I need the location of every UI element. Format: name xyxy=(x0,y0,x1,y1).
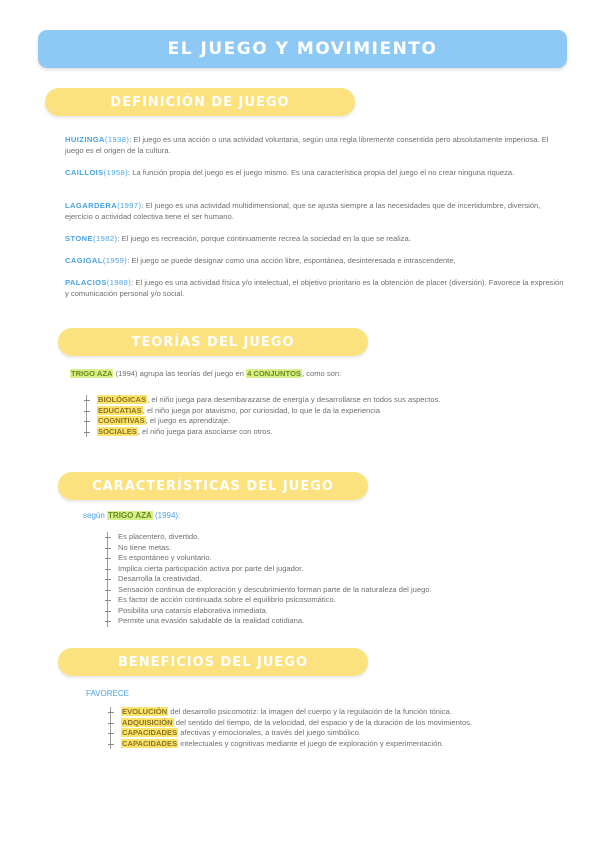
list-item xyxy=(97,406,441,417)
list-item xyxy=(97,427,441,438)
author-name: LAGARDERA xyxy=(65,201,118,210)
list-item xyxy=(121,739,472,750)
list-item xyxy=(121,707,472,718)
author-year: (1982) xyxy=(93,234,118,243)
conjuntos-highlight: 4 CONJUNTOS xyxy=(247,369,301,378)
list-item xyxy=(121,718,472,729)
title-banner xyxy=(38,30,567,68)
page-title: EL JUEGO Y MOVIMIENTO xyxy=(167,39,438,59)
author-year: (1997) xyxy=(117,201,142,210)
theory-text: , el niño juega por atavismo, por curiosidad, lo que le da la experiencia xyxy=(142,405,380,415)
benefit-text: afectivas y emocionales, a través del juego simbólico. xyxy=(178,728,361,737)
definition-entry xyxy=(65,278,565,299)
list-item: Es placentero, divertido. xyxy=(118,532,432,543)
theory-label: COGNITIVAS xyxy=(98,416,145,425)
definition-text: : La función propia del juego es el juego mismo. Es una característica propia del juego el no crear ninguna riqueza. xyxy=(128,168,515,177)
list-item: Posibilita una catarsis elaborativa inmediata. xyxy=(118,606,432,617)
caracteristicas-intro xyxy=(83,511,180,520)
benefit-text: del sentido del tiempo, de la velocidad, del espacio y de la duración de los movimientos. xyxy=(173,717,473,727)
definition-entry xyxy=(65,234,565,245)
author-highlight: TRIGO AZA xyxy=(108,511,152,520)
section-header-teorias xyxy=(58,328,368,356)
author-name: STONE xyxy=(65,234,94,243)
list-item xyxy=(121,728,472,739)
theory-text: , el niño juega para desembarazarse de energía y desarrollarse en todos sus aspectos. xyxy=(147,395,441,404)
author-highlight: TRIGO AZA xyxy=(71,369,113,378)
list-item: Es factor de acción continuada sobre el equilibrio psicosomático. xyxy=(118,595,432,606)
section-header-beneficios xyxy=(58,648,368,676)
section-header-caracteristicas xyxy=(58,472,368,500)
intro-end: , como son: xyxy=(301,369,342,378)
benefit-text: intelectuales y cognitivas mediante el juego de exploración y experimentación. xyxy=(178,738,444,748)
section-title: TEORÍAS DEL JUEGO xyxy=(131,334,295,350)
theory-text: , el juego es aprendizaje. xyxy=(145,416,231,425)
intro-text: (1994) agrupa las teorías del juego en xyxy=(115,369,244,378)
list-item xyxy=(97,416,441,427)
list-item: Permite una evasión saludable de la realidad cotidiana. xyxy=(118,616,432,627)
intro-text: según xyxy=(83,511,105,520)
author-name: CAGIGAL xyxy=(65,256,103,265)
definition-text: : El juego es una acción o una actividad voluntaria, según una regla libremente consentida pero absolutamente imperiosa. El juego es el origen de la cultura. xyxy=(65,135,549,155)
definition-entry xyxy=(65,256,565,267)
list-item xyxy=(97,395,441,406)
definition-entry xyxy=(65,168,565,179)
benefit-label: EVOLUCIÓN xyxy=(122,707,168,716)
definition-text: : El juego se puede designar como una acción libre, espontánea, desinteresada e intrascendente, xyxy=(127,256,456,265)
caracteristicas-list xyxy=(107,532,432,627)
author-name: CAILLOIS xyxy=(65,168,104,177)
section-title: CARACTERÍSTICAS DEL JUEGO xyxy=(92,478,334,494)
definition-text: : El juego es una actividad física y/o intelectual, el objetivo prioritario es la obtención de placer (diversión). Favorece la expresión y comunicación personal y/o social. xyxy=(65,278,564,298)
author-name: PALACIOS xyxy=(65,278,107,287)
list-item: Implica cierta participación activa por parte del jugador. xyxy=(118,564,432,575)
author-year: (1958) xyxy=(103,168,128,177)
theory-label: SOCIALES xyxy=(98,426,137,436)
list-item: Desarrolla la creatividad. xyxy=(118,574,432,585)
author-year: (1959) xyxy=(102,256,128,265)
author-year: (1938) xyxy=(104,135,130,144)
theory-text: , el niño juega para asociarse con otros. xyxy=(137,426,273,436)
list-item: Sensación continua de exploración y descubrimiento forman parte de la naturaleza del juego. xyxy=(118,584,432,594)
list-item: No tiene metas. xyxy=(118,543,432,554)
teorias-list xyxy=(86,395,441,437)
author-name: HUIZINGA xyxy=(65,135,105,144)
definition-text: : El juego es recreación, porque continuamente recrea la sociedad en la que se realiza. xyxy=(117,234,411,243)
theory-label: EDUCATIAS xyxy=(98,405,142,415)
section-header-definicion xyxy=(45,88,355,116)
theory-label: BIOLÓGICAS xyxy=(98,395,147,404)
teorias-intro xyxy=(70,369,570,380)
author-year: (1988) xyxy=(106,278,132,287)
definition-entry xyxy=(65,201,565,222)
definition-entry xyxy=(65,135,565,156)
beneficios-list xyxy=(110,707,472,749)
definition-text: : El juego es una actividad multidimensional, que se ajusta siempre a las necesidades que de incertidumbre, diversión, ejercicio o actividad colectiva tiene el ser humano. xyxy=(65,201,541,221)
benefit-text: del desarrollo psicomotriz: la imagen del cuerpo y la regulación de la función tónica. xyxy=(168,707,452,716)
list-item: Es espontáneo y voluntario. xyxy=(118,553,432,564)
intro-year: (1994): xyxy=(154,511,181,520)
benefit-label: CAPACIDADES xyxy=(122,738,178,748)
section-title: DEFINICIÓN DE JUEGO xyxy=(110,94,290,110)
benefit-label: CAPACIDADES xyxy=(122,728,178,737)
beneficios-intro: FAVORECE xyxy=(86,689,129,698)
benefit-label: ADQUISICIÓN xyxy=(122,717,173,727)
section-title: BENEFICIOS DEL JUEGO xyxy=(117,654,309,670)
